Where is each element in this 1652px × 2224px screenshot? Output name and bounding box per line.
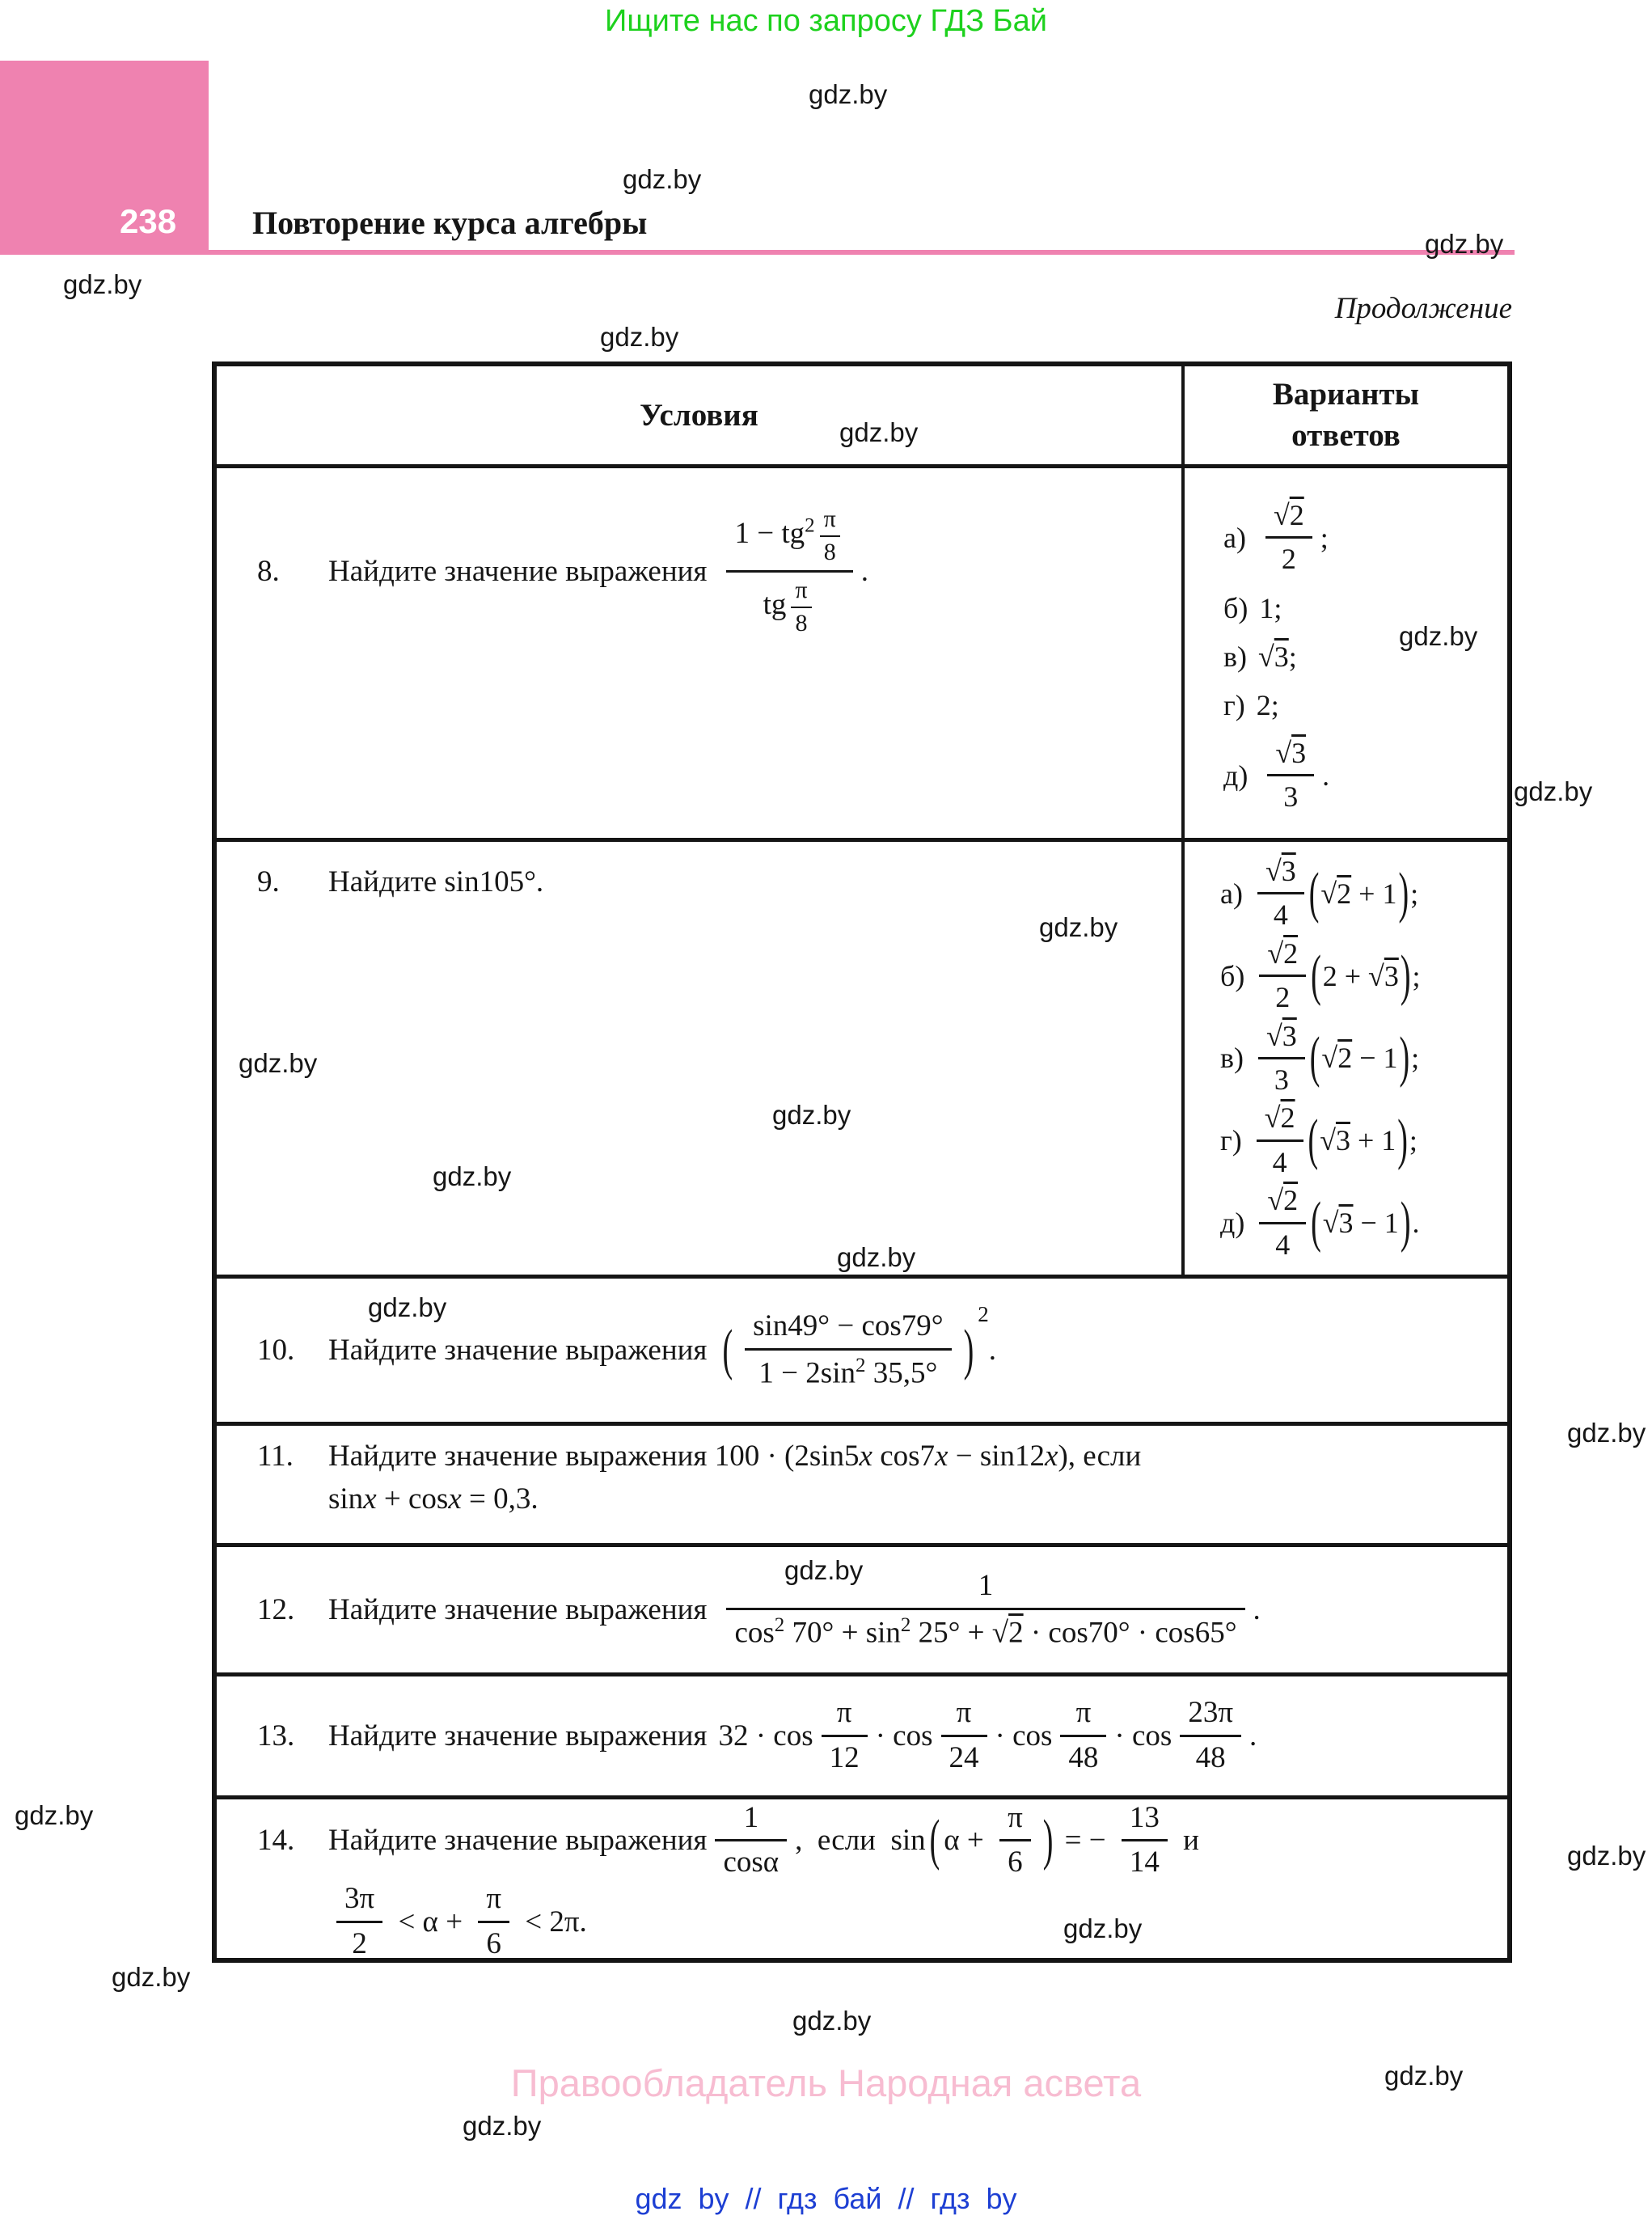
numerator: π xyxy=(478,1882,509,1923)
denominator-text: tg xyxy=(763,587,787,621)
open-paren: ( xyxy=(1311,944,1321,1008)
problem-number: 10. xyxy=(257,1334,295,1367)
answer-option-v xyxy=(1220,1020,1507,1097)
numerator xyxy=(1265,499,1312,539)
problem-number: 12. xyxy=(257,1593,295,1626)
watermark: gdz.by xyxy=(112,1962,191,1992)
fraction xyxy=(1258,1020,1305,1097)
close-paren: ) xyxy=(1399,1026,1410,1090)
watermark: gdz.by xyxy=(15,1800,94,1830)
radicand: 3 xyxy=(1274,640,1289,673)
radicand: 2 xyxy=(1008,1616,1024,1650)
option-label: д) xyxy=(1223,759,1249,792)
radicand: 2 xyxy=(1337,877,1352,910)
problem-text: Найдите значение выражения xyxy=(328,1334,708,1367)
problem-8-row xyxy=(217,468,1507,842)
open-paren: ( xyxy=(1308,862,1320,925)
problem-text: и xyxy=(1175,1824,1199,1858)
option-label: г) xyxy=(1220,1124,1242,1157)
problem-14-statement-line1 xyxy=(257,1801,1501,1880)
pi: π xyxy=(820,505,840,537)
problem-13-condition-cell xyxy=(217,1676,1507,1795)
option-value: 2; xyxy=(1256,688,1279,721)
denominator xyxy=(726,1610,1244,1651)
problem-11-statement-line2 xyxy=(328,1482,1501,1516)
variable-x: x xyxy=(1045,1440,1058,1473)
exponent: 2 xyxy=(855,1354,866,1376)
denominator: 3 xyxy=(1283,780,1299,814)
sqrt-sign: √ xyxy=(1275,736,1292,769)
problem-text: · cos xyxy=(995,1719,1053,1753)
radicand: 3 xyxy=(1338,1207,1354,1240)
pi: π xyxy=(791,577,811,608)
problem-text: · cos xyxy=(1114,1719,1172,1753)
sqrt-expression xyxy=(1258,640,1289,674)
denominator: 48 xyxy=(1195,1741,1226,1774)
numerator xyxy=(1258,1020,1305,1059)
page-number: 238 xyxy=(120,202,177,240)
sqrt-sign: √ xyxy=(1267,1184,1284,1217)
pi-fraction xyxy=(1180,1696,1241,1775)
numerator xyxy=(1259,937,1306,977)
denominator: cosα xyxy=(723,1846,780,1879)
sqrt-expression xyxy=(1265,855,1296,887)
watermark: gdz.by xyxy=(1399,621,1478,651)
problem-11-row xyxy=(217,1426,1507,1547)
watermark: gdz.by xyxy=(368,1292,447,1322)
watermark: gdz.by xyxy=(1425,229,1504,259)
problem-text: < α + xyxy=(391,1905,471,1939)
watermark: gdz.by xyxy=(1384,2061,1464,2091)
problem-13-row xyxy=(217,1676,1507,1799)
eight: 8 xyxy=(795,609,808,636)
numerator: 3π xyxy=(336,1882,382,1923)
watermark: gdz.by xyxy=(1039,912,1118,942)
sqrt-sign: √ xyxy=(1264,1101,1281,1135)
problem-number: 11. xyxy=(257,1440,294,1473)
copyright-text: Правообладатель Народная асвета xyxy=(510,2061,1142,2104)
option-label: а) xyxy=(1220,877,1243,910)
problem-11-statement-line1 xyxy=(257,1439,1501,1474)
answer-option-a xyxy=(1223,499,1507,577)
numerator xyxy=(726,505,852,573)
denominator: 4 xyxy=(1272,1145,1287,1178)
pi-fraction xyxy=(1060,1696,1106,1775)
top-banner-text: Ищите нас по запросу ГДЗ Бай xyxy=(605,4,1047,38)
post-text: − 1 xyxy=(1352,1042,1398,1075)
pi-fraction xyxy=(478,1882,509,1961)
watermark: gdz.by xyxy=(433,1161,512,1191)
problem-14-statement-line2 xyxy=(328,1882,1501,1961)
sqrt-expression xyxy=(1274,499,1304,531)
close-paren: ) xyxy=(963,1318,974,1382)
denominator: 24 xyxy=(949,1741,979,1774)
separator: ; xyxy=(1411,1042,1420,1075)
watermark: gdz.by xyxy=(600,322,679,352)
problem-8-statement xyxy=(217,468,1181,637)
problem-number: 9. xyxy=(257,865,280,898)
sqrt-sign: √ xyxy=(1267,937,1284,970)
numerator xyxy=(1257,855,1304,894)
numerator xyxy=(1267,737,1314,776)
watermark: gdz.by xyxy=(463,2111,542,2141)
option-label: г) xyxy=(1223,688,1245,721)
denominator: 48 xyxy=(1068,1741,1099,1774)
numerator: sin49° − cos79° xyxy=(745,1309,951,1351)
radicand: 3 xyxy=(1384,959,1399,992)
continuation-label: Продолжение xyxy=(1334,292,1512,325)
sqrt-expression xyxy=(1267,1184,1298,1216)
sqrt-sign: √ xyxy=(1258,640,1274,673)
pi-over-8-fraction xyxy=(820,505,840,566)
numerator: π xyxy=(999,1801,1031,1842)
radicand: 2 xyxy=(1337,1042,1353,1075)
sqrt-expression xyxy=(1267,937,1298,970)
sqrt-sign: √ xyxy=(1265,855,1282,887)
watermark: gdz.by xyxy=(63,269,142,299)
sqrt-expression xyxy=(1275,737,1306,769)
footer-links: gdz by // гдз бай // гдз by xyxy=(635,2182,1017,2215)
numerator: 1 xyxy=(715,1801,787,1842)
problem-14-row xyxy=(217,1799,1507,1958)
open-paren: ( xyxy=(1308,1109,1319,1173)
chapter-title: Повторение курса алгебры xyxy=(252,205,648,241)
numerator: 23π xyxy=(1180,1696,1241,1737)
period: . xyxy=(988,1334,996,1367)
denominator: 2 xyxy=(352,1926,367,1960)
option-label: д) xyxy=(1220,1207,1245,1240)
header-answers-label-line1: Варианты xyxy=(1272,376,1420,412)
watermark: gdz.by xyxy=(1567,1418,1646,1448)
period: . xyxy=(860,555,869,588)
separator: ; xyxy=(1288,640,1297,673)
sqrt-sign: √ xyxy=(1273,499,1290,531)
sqrt-sign: √ xyxy=(1368,959,1384,992)
option-value: 1; xyxy=(1259,591,1282,624)
fraction xyxy=(726,505,852,637)
header-conditions-cell xyxy=(217,366,1181,464)
watermark: gdz.by xyxy=(239,1048,318,1078)
watermark: gdz.by xyxy=(809,79,888,109)
radicand: 3 xyxy=(1281,855,1296,887)
problem-13-statement xyxy=(217,1676,1507,1795)
problem-text: ), если xyxy=(1058,1440,1142,1473)
denominator: 4 xyxy=(1273,898,1288,932)
denominator: 3 xyxy=(1274,1063,1289,1096)
sqrt-sign: √ xyxy=(1321,1042,1338,1075)
problem-text: cos7 xyxy=(872,1440,936,1473)
answer-option-b xyxy=(1223,591,1507,625)
denominator-text: 1 − 2sin xyxy=(758,1356,856,1390)
problem-8-answers-cell xyxy=(1181,468,1507,838)
denominator xyxy=(745,1351,951,1391)
option-label: б) xyxy=(1223,591,1249,624)
problem-text: < 2π. xyxy=(518,1905,587,1939)
watermark: gdz.by xyxy=(837,1242,916,1272)
numerator: π xyxy=(1060,1696,1106,1737)
separator: ; xyxy=(1410,877,1419,910)
watermark: gdz.by xyxy=(784,1555,864,1585)
problem-text: + cos xyxy=(376,1482,449,1516)
denominator xyxy=(726,573,852,637)
answer-option-a xyxy=(1220,855,1507,932)
watermark: gdz.by xyxy=(1514,776,1593,806)
problem-number: 13. xyxy=(257,1719,295,1753)
radicand: 2 xyxy=(1283,1184,1299,1217)
problem-14-condition-cell xyxy=(217,1799,1507,1958)
sqrt-expression xyxy=(1265,1101,1295,1134)
problem-text: , если sin xyxy=(795,1824,926,1858)
radicand: 2 xyxy=(1283,937,1299,970)
problem-text: sin xyxy=(328,1482,364,1516)
problem-9-statement xyxy=(217,842,1181,899)
denominator: 2 xyxy=(1281,543,1296,576)
option-label: в) xyxy=(1223,640,1247,673)
denominator: 6 xyxy=(1008,1846,1023,1879)
post-text: + 1 xyxy=(1351,877,1397,910)
fraction xyxy=(1265,499,1312,577)
separator: . xyxy=(1412,1207,1420,1240)
fraction xyxy=(1267,737,1314,814)
problem-text: = 0,3. xyxy=(461,1482,539,1516)
fraction xyxy=(336,1882,382,1961)
denominator: 2 xyxy=(1275,981,1291,1014)
option-label: в) xyxy=(1220,1042,1244,1075)
eight: 8 xyxy=(823,538,836,565)
sqrt-sign: √ xyxy=(1322,1207,1339,1240)
problem-text: Найдите sin105°. xyxy=(328,865,544,898)
numerator: π xyxy=(941,1696,987,1737)
sqrt-expression xyxy=(1320,1123,1350,1157)
radicand: 3 xyxy=(1291,736,1307,769)
problem-11-condition-cell xyxy=(217,1426,1507,1543)
open-paren: ( xyxy=(929,1809,940,1872)
watermark: gdz.by xyxy=(839,417,919,447)
close-paren: ) xyxy=(1397,1109,1408,1173)
problem-number: 14. xyxy=(257,1824,295,1858)
sqrt-expression xyxy=(1320,877,1351,911)
numerator: 1 xyxy=(726,1569,1244,1610)
close-paren: ) xyxy=(1042,1809,1054,1872)
period: . xyxy=(1253,1593,1261,1626)
pi-fraction xyxy=(941,1696,987,1775)
variable-x: x xyxy=(448,1482,462,1516)
separator: ; xyxy=(1320,521,1329,554)
problem-9-row xyxy=(217,842,1507,1279)
denominator: 6 xyxy=(486,1926,501,1960)
pre-text: 2 + xyxy=(1322,959,1369,992)
watermark: gdz.by xyxy=(772,1100,851,1130)
denominator: 4 xyxy=(1275,1228,1291,1261)
sqrt-expression xyxy=(1323,1206,1354,1240)
denominator-text: 70° + sin xyxy=(784,1616,901,1650)
option-label: а) xyxy=(1223,521,1246,554)
numerator xyxy=(1259,1184,1306,1224)
denominator: 14 xyxy=(1129,1846,1160,1879)
answer-options xyxy=(1185,842,1507,1262)
post-text: − 1 xyxy=(1353,1207,1399,1240)
watermark: gdz.by xyxy=(1567,1841,1646,1871)
denominator-text: cos xyxy=(734,1616,775,1650)
exponent: 2 xyxy=(774,1613,785,1636)
open-paren: ( xyxy=(1309,1026,1320,1090)
answer-option-d xyxy=(1223,737,1507,814)
problem-text: Найдите значение выражения xyxy=(328,1593,708,1626)
sqrt-sign: √ xyxy=(1320,1124,1336,1157)
denominator-text: · cos70° · cos65° xyxy=(1023,1616,1237,1650)
radicand: 2 xyxy=(1280,1101,1295,1135)
answer-option-g xyxy=(1223,688,1507,722)
exponent: 2 xyxy=(900,1613,911,1636)
open-paren: ( xyxy=(722,1318,733,1382)
pink-rule xyxy=(0,250,1515,255)
close-paren: ) xyxy=(1398,862,1409,925)
numerator-text: 1 − tg xyxy=(734,516,805,550)
radicand: 2 xyxy=(1289,499,1304,531)
answer-option-d xyxy=(1220,1184,1507,1262)
problem-8-condition-cell xyxy=(217,468,1181,838)
sqrt-sign: √ xyxy=(991,1616,1009,1650)
problem-text: Найдите значение выражения 100 · (2sin5 xyxy=(328,1440,860,1473)
problem-text: α + xyxy=(944,1824,992,1858)
open-paren: ( xyxy=(1311,1191,1321,1254)
radicand: 3 xyxy=(1282,1019,1297,1052)
problem-text: · cos xyxy=(875,1719,933,1753)
outer-exponent: 2 xyxy=(978,1302,989,1326)
pink-header-block xyxy=(0,61,209,255)
sqrt-expression xyxy=(1266,1020,1297,1052)
separator: ; xyxy=(1409,1124,1418,1157)
numerator: π xyxy=(822,1696,868,1737)
denominator-text: 25° + xyxy=(911,1616,992,1650)
watermark: gdz.by xyxy=(1063,1913,1143,1943)
watermark: gdz.by xyxy=(792,2006,872,2036)
separator: ; xyxy=(1412,959,1421,992)
header-conditions-label: Условия xyxy=(640,398,758,433)
fraction xyxy=(1259,937,1306,1015)
fraction xyxy=(715,1801,787,1880)
sqrt-sign: √ xyxy=(1266,1019,1282,1052)
numerator: 13 xyxy=(1122,1801,1168,1842)
problem-text: 32 · cos xyxy=(718,1719,813,1753)
post-text: + 1 xyxy=(1350,1124,1396,1157)
problem-text: = − xyxy=(1057,1824,1113,1858)
close-paren: ) xyxy=(1400,944,1411,1008)
radicand: 3 xyxy=(1335,1124,1350,1157)
period: . xyxy=(1249,1719,1257,1753)
pi-fraction xyxy=(999,1801,1031,1880)
fraction xyxy=(1122,1801,1168,1880)
variable-x: x xyxy=(363,1482,377,1516)
problem-text: Найдите значение выражения xyxy=(328,1719,708,1753)
variable-x: x xyxy=(935,1440,949,1473)
exponent: 2 xyxy=(805,514,815,537)
option-label: б) xyxy=(1220,959,1245,992)
sqrt-expression xyxy=(1368,959,1399,993)
problem-text: Найдите значение выражения xyxy=(328,555,708,588)
problem-number: 8. xyxy=(257,555,280,588)
fraction xyxy=(745,1309,951,1390)
fraction xyxy=(1257,1101,1303,1179)
close-paren: ) xyxy=(1400,1191,1411,1254)
variable-x: x xyxy=(859,1440,872,1473)
denominator: 12 xyxy=(829,1741,860,1774)
answer-option-b xyxy=(1220,937,1507,1015)
sqrt-expression xyxy=(992,1616,1024,1649)
separator: . xyxy=(1322,759,1330,792)
conditions-table xyxy=(212,362,1512,1963)
problem-text: Найдите значение выражения xyxy=(328,1824,708,1858)
fraction xyxy=(1257,855,1304,932)
answer-option-g xyxy=(1220,1101,1507,1179)
sqrt-expression xyxy=(1321,1041,1352,1075)
problem-text: − sin12 xyxy=(948,1440,1046,1473)
header-answers-label-line2: ответов xyxy=(1291,417,1401,453)
fraction xyxy=(1259,1184,1306,1262)
problem-9-condition-cell xyxy=(217,842,1181,1275)
pi-fraction xyxy=(822,1696,868,1775)
denominator-text: 35,5° xyxy=(865,1356,938,1390)
watermark: gdz.by xyxy=(623,164,702,194)
pi-over-8-fraction xyxy=(791,577,811,637)
header-answers-cell xyxy=(1181,366,1507,464)
problem-9-answers-cell xyxy=(1181,842,1507,1275)
numerator xyxy=(1257,1101,1303,1141)
sqrt-sign: √ xyxy=(1320,877,1337,910)
